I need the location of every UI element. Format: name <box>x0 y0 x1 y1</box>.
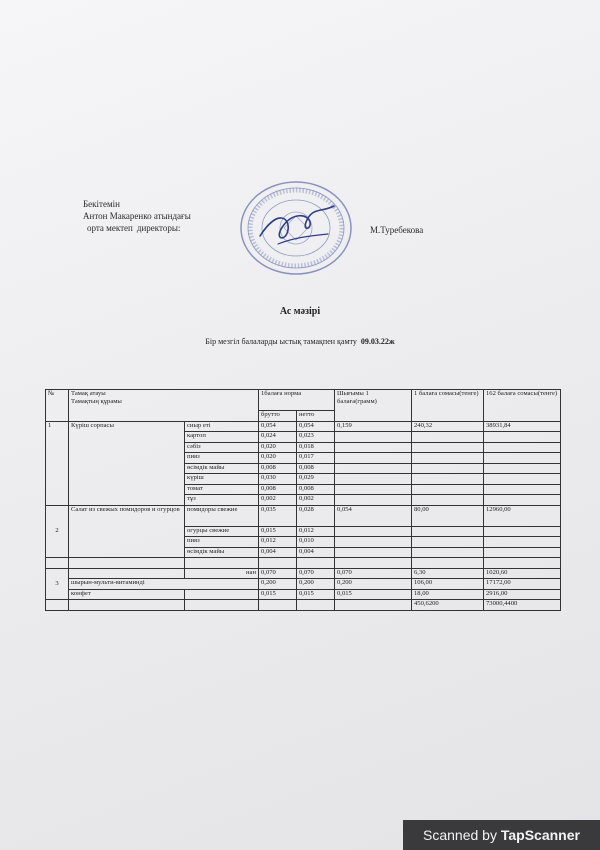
approval-line-3 <box>83 222 191 234</box>
netto: 0,008 <box>297 484 335 495</box>
header-dish-line2: Тамақтың құрамы <box>71 397 122 405</box>
netto: 0,017 <box>297 453 335 464</box>
approval-director: директоры: <box>136 223 181 233</box>
total-cost-1: 450,6200 <box>412 600 484 611</box>
table-row <box>46 579 561 590</box>
ingredient: сиыр еті <box>185 421 259 432</box>
yield: 0,200 <box>335 579 412 590</box>
header-row <box>46 390 561 411</box>
approval-block <box>83 198 191 234</box>
yield: 0,070 <box>335 568 412 579</box>
ingredient: өсімдік майы <box>185 547 259 558</box>
dish3-name <box>69 568 185 579</box>
header-norm: 1балаға норма <box>259 390 335 411</box>
signer-name: М.Туребекова <box>370 225 424 235</box>
ingredient: томат <box>185 484 259 495</box>
netto: 0,010 <box>297 537 335 548</box>
document-date: 09.03.22ж <box>360 337 395 346</box>
dish2-yield: 0,054 <box>335 505 412 526</box>
approval-school: орта мектеп <box>87 223 133 233</box>
brutto: 0,020 <box>259 453 297 464</box>
ingredient: пияз <box>185 537 259 548</box>
approval-line-1: Бекітемін <box>83 199 120 209</box>
brutto: 0,015 <box>259 526 297 537</box>
watermark-prefix: Scanned by <box>423 827 497 843</box>
brutto: 0,200 <box>259 579 297 590</box>
dish3-name: шырын-мульти-витаминді <box>69 579 259 590</box>
cost-1: 106,00 <box>412 579 484 590</box>
cost-162: 1020,60 <box>484 568 561 579</box>
cost-1: 6,30 <box>412 568 484 579</box>
dish2-cost-162: 12960,00 <box>484 505 561 526</box>
dish1-cost-1: 240,32 <box>412 421 484 432</box>
brutto: 0,024 <box>259 432 297 443</box>
brutto: 0,035 <box>259 505 297 526</box>
dish2-name: Салат из свежых помидоров и огурцов <box>69 505 185 558</box>
brutto: 0,070 <box>259 568 297 579</box>
brutto: 0,008 <box>259 463 297 474</box>
brutto: 0,054 <box>259 421 297 432</box>
dish1-name: Күріш сорпасы <box>69 421 185 505</box>
netto: 0,004 <box>297 547 335 558</box>
table-row <box>46 589 561 600</box>
cost-162: 17172,00 <box>484 579 561 590</box>
dish1-cost-162: 38931,84 <box>484 421 561 432</box>
brutto: 0,012 <box>259 537 297 548</box>
dish2-num: 2 <box>46 505 69 558</box>
netto: 0,029 <box>297 474 335 485</box>
header-dish-line1: Тамақ атауы <box>71 390 106 397</box>
netto: 0,002 <box>297 495 335 506</box>
menu-table <box>45 389 561 611</box>
netto: 0,054 <box>297 421 335 432</box>
table-row <box>46 421 561 432</box>
netto: 0,008 <box>297 463 335 474</box>
ingredient: сәбіз <box>185 442 259 453</box>
total-cost-162: 73000,4400 <box>484 600 561 611</box>
ingredient: тұз <box>185 495 259 506</box>
header-num: № <box>46 390 69 422</box>
spacer-row <box>46 558 561 569</box>
scanner-watermark <box>403 820 600 850</box>
dish1-num: 1 <box>46 421 69 505</box>
netto: 0,023 <box>297 432 335 443</box>
table-row <box>46 505 561 526</box>
cost-1: 18,00 <box>412 589 484 600</box>
document-subtitle <box>0 337 600 346</box>
netto: 0,028 <box>297 505 335 526</box>
header-netto: нетто <box>297 411 335 422</box>
brutto: 0,008 <box>259 484 297 495</box>
brutto: 0,015 <box>259 589 297 600</box>
document-title: Ас мәзірі <box>279 306 321 317</box>
netto: 0,070 <box>297 568 335 579</box>
netto: 0,200 <box>297 579 335 590</box>
ingredient: картоп <box>185 432 259 443</box>
ingredient: өсімдік майы <box>185 463 259 474</box>
dish1-yield: 0,159 <box>335 421 412 432</box>
header-cost-1: 1 балаға сомасы(тенге) <box>412 390 484 422</box>
header-dish <box>69 390 259 422</box>
ingredient: пияз <box>185 453 259 464</box>
seal-stamp-icon <box>238 178 354 278</box>
ingredient: помидоры свежие <box>185 505 259 526</box>
dish3-num: 3 <box>46 568 69 600</box>
cost-162: 2916,00 <box>484 589 561 600</box>
header-yield: Шығымы 1 балаға(грамм) <box>335 390 412 422</box>
subtitle-text: Бір мезгіл балаларды ыстық тамақпен қамту <box>205 337 357 346</box>
watermark-brand: TapScanner <box>500 827 580 843</box>
dish3-name: конфет <box>69 589 185 600</box>
ingredient: күріш <box>185 474 259 485</box>
totals-row <box>46 600 561 611</box>
netto: 0,018 <box>297 442 335 453</box>
brutto: 0,002 <box>259 495 297 506</box>
netto: 0,012 <box>297 526 335 537</box>
brutto: 0,020 <box>259 442 297 453</box>
dish2-cost-1: 80,00 <box>412 505 484 526</box>
yield: 0,015 <box>335 589 412 600</box>
approval-line-2: Антон Макаренко атындағы <box>83 211 191 221</box>
brutto: 0,004 <box>259 547 297 558</box>
ingredient: огурцы свежие <box>185 526 259 537</box>
table-row <box>46 568 561 579</box>
header-cost-162: 162 балаға сомасы(тенге) <box>484 390 561 422</box>
ingredient: нан <box>185 568 259 579</box>
brutto: 0,030 <box>259 474 297 485</box>
header-brutto: брутто <box>259 411 297 422</box>
netto: 0,015 <box>297 589 335 600</box>
